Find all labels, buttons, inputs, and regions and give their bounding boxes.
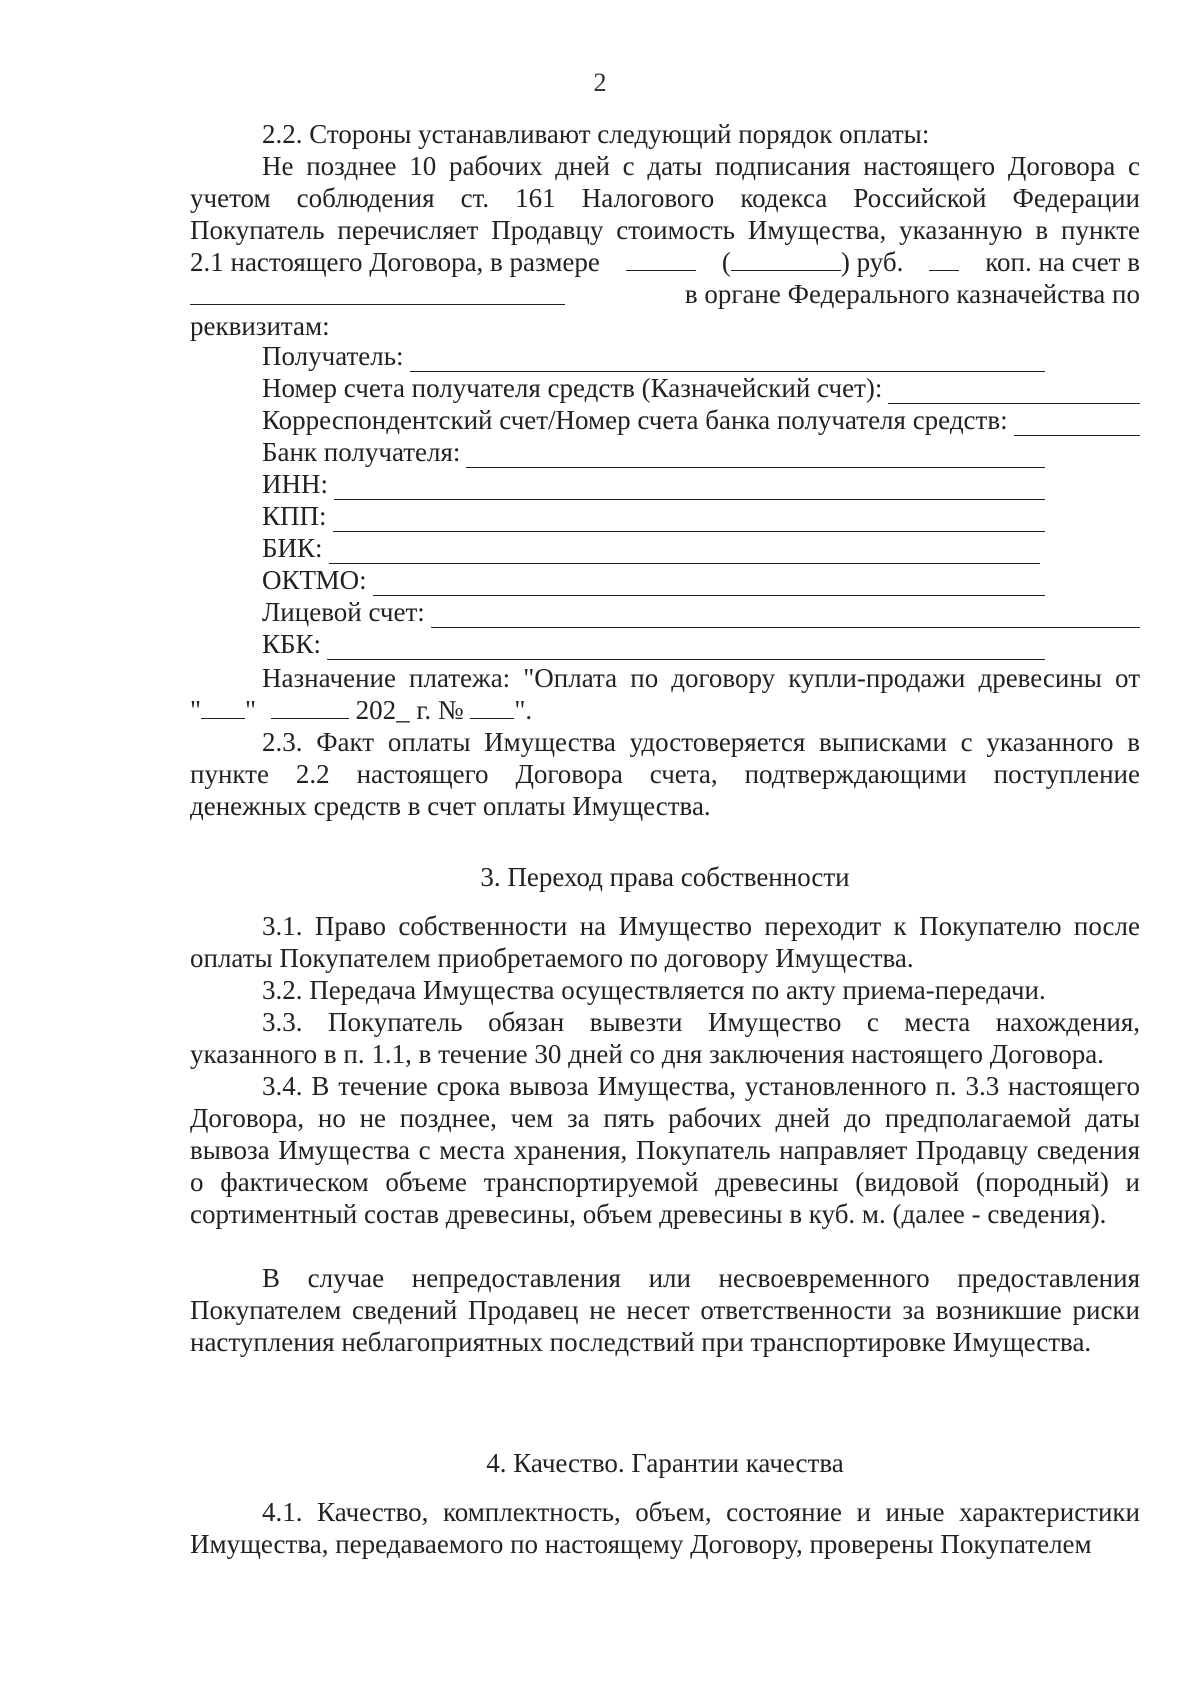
clause-2-2-heading: 2.2. Стороны устанавливают следующий порядок оплаты: bbox=[262, 119, 930, 149]
clause-3-4: 3.4. В течение срока вывоза Имущества, установленного п. 3.3 настоящего Договора, но не позднее, чем за пять рабочих дней до предполагаемой даты вывоза Имущества с места хранения, Покупатель направляет Продавцу сведения о фактическом объеме транспортируемой древесины (видовой (породный) и сортиментный состав древесины, объем древесины в куб. м. (далее - сведения). bbox=[190, 1071, 1140, 1229]
clause-2-2-line-1: Не позднее 10 рабочих дней с даты подписания настоящего Договора с bbox=[262, 151, 1140, 181]
clause-3-3: 3.3. Покупатель обязан вывезти Имущество с места нахождения, указанного в п. 1.1, в течение 30 дней со дня заключения настоящего Договора. bbox=[190, 1007, 1140, 1069]
clause-4-1: 4.1. Качество, комплектность, объем, состояние и иные характеристики Имущества, передаваемого по настоящему Договору, проверены Покупателем bbox=[190, 1497, 1140, 1559]
clause-2-2-line-4 bbox=[190, 246, 1140, 278]
field-oktmo: ОКТМО: bbox=[262, 562, 1045, 596]
field-correspondent-account: Корреспондентский счет/Номер счета банка получателя средств: bbox=[262, 402, 1140, 436]
section-3-title: 3. Переход права собственности bbox=[480, 862, 850, 892]
clause-3-2: 3.2. Передача Имущества осуществляется по акту приема-передачи. bbox=[262, 975, 1046, 1005]
clause-2-3: 2.3. Факт оплаты Имущества удостоверяется выписками с указанного в пункте 2.2 настоящего Договора счета, подтверждающими поступление денежных средств в счет оплаты Имущества. bbox=[190, 727, 1140, 821]
account-text: коп. на счет в bbox=[985, 247, 1140, 277]
field-bik: БИК: bbox=[262, 530, 1040, 564]
amount-words-field: ( ) руб. bbox=[721, 247, 904, 277]
field-treasury-account: Номер счета получателя средств (Казначейский счет): bbox=[262, 370, 1140, 404]
clause-2-2-line-3: Покупатель перечисляет Продавцу стоимость Имущества, указанную в пункте bbox=[190, 215, 1140, 245]
payment-purpose-line-2: " " 202_ г. № ". bbox=[190, 695, 533, 725]
field-recipient: Получатель: bbox=[262, 338, 1045, 372]
field-inn: ИНН: bbox=[262, 466, 1045, 500]
section-4-title: 4. Качество. Гарантии качества bbox=[486, 1448, 844, 1478]
clause-3-4-continued: В случае непредоставления или несвоевременного предоставления Покупателем сведений Продавец не несет ответственности за возникшие риски наступления неблагоприятных последствий при транспортировке Имущества. bbox=[190, 1263, 1140, 1357]
page-number: 2 bbox=[593, 68, 607, 97]
amount-text: 2.1 настоящего Договора, в размере bbox=[190, 247, 600, 277]
field-kbk: КБК: bbox=[262, 626, 1045, 660]
field-personal-account: Лицевой счет: bbox=[262, 594, 1140, 628]
amount-field bbox=[626, 246, 696, 278]
treasury-account-blank bbox=[190, 278, 565, 305]
field-kpp: КПП: bbox=[262, 498, 1045, 532]
kopecks-field bbox=[929, 246, 959, 278]
clause-3-1: 3.1. Право собственности на Имущество переходит к Покупателю после оплаты Покупателем приобретаемого по договору Имущества. bbox=[190, 911, 1140, 973]
clause-2-2-line-2: учетом соблюдения ст. 161 Налогового кодекса Российской Федерации bbox=[190, 183, 1140, 213]
payment-purpose-line-1: Назначение платежа: "Оплата по договору купли-продажи древесины от bbox=[262, 663, 1140, 693]
field-bank: Банк получателя: bbox=[262, 434, 1045, 468]
clause-2-2-line-5 bbox=[190, 278, 1140, 310]
clause-2-2-line-6: реквизитам: bbox=[190, 311, 330, 341]
treasury-text: в органе Федерального казначейства по bbox=[684, 279, 1140, 309]
